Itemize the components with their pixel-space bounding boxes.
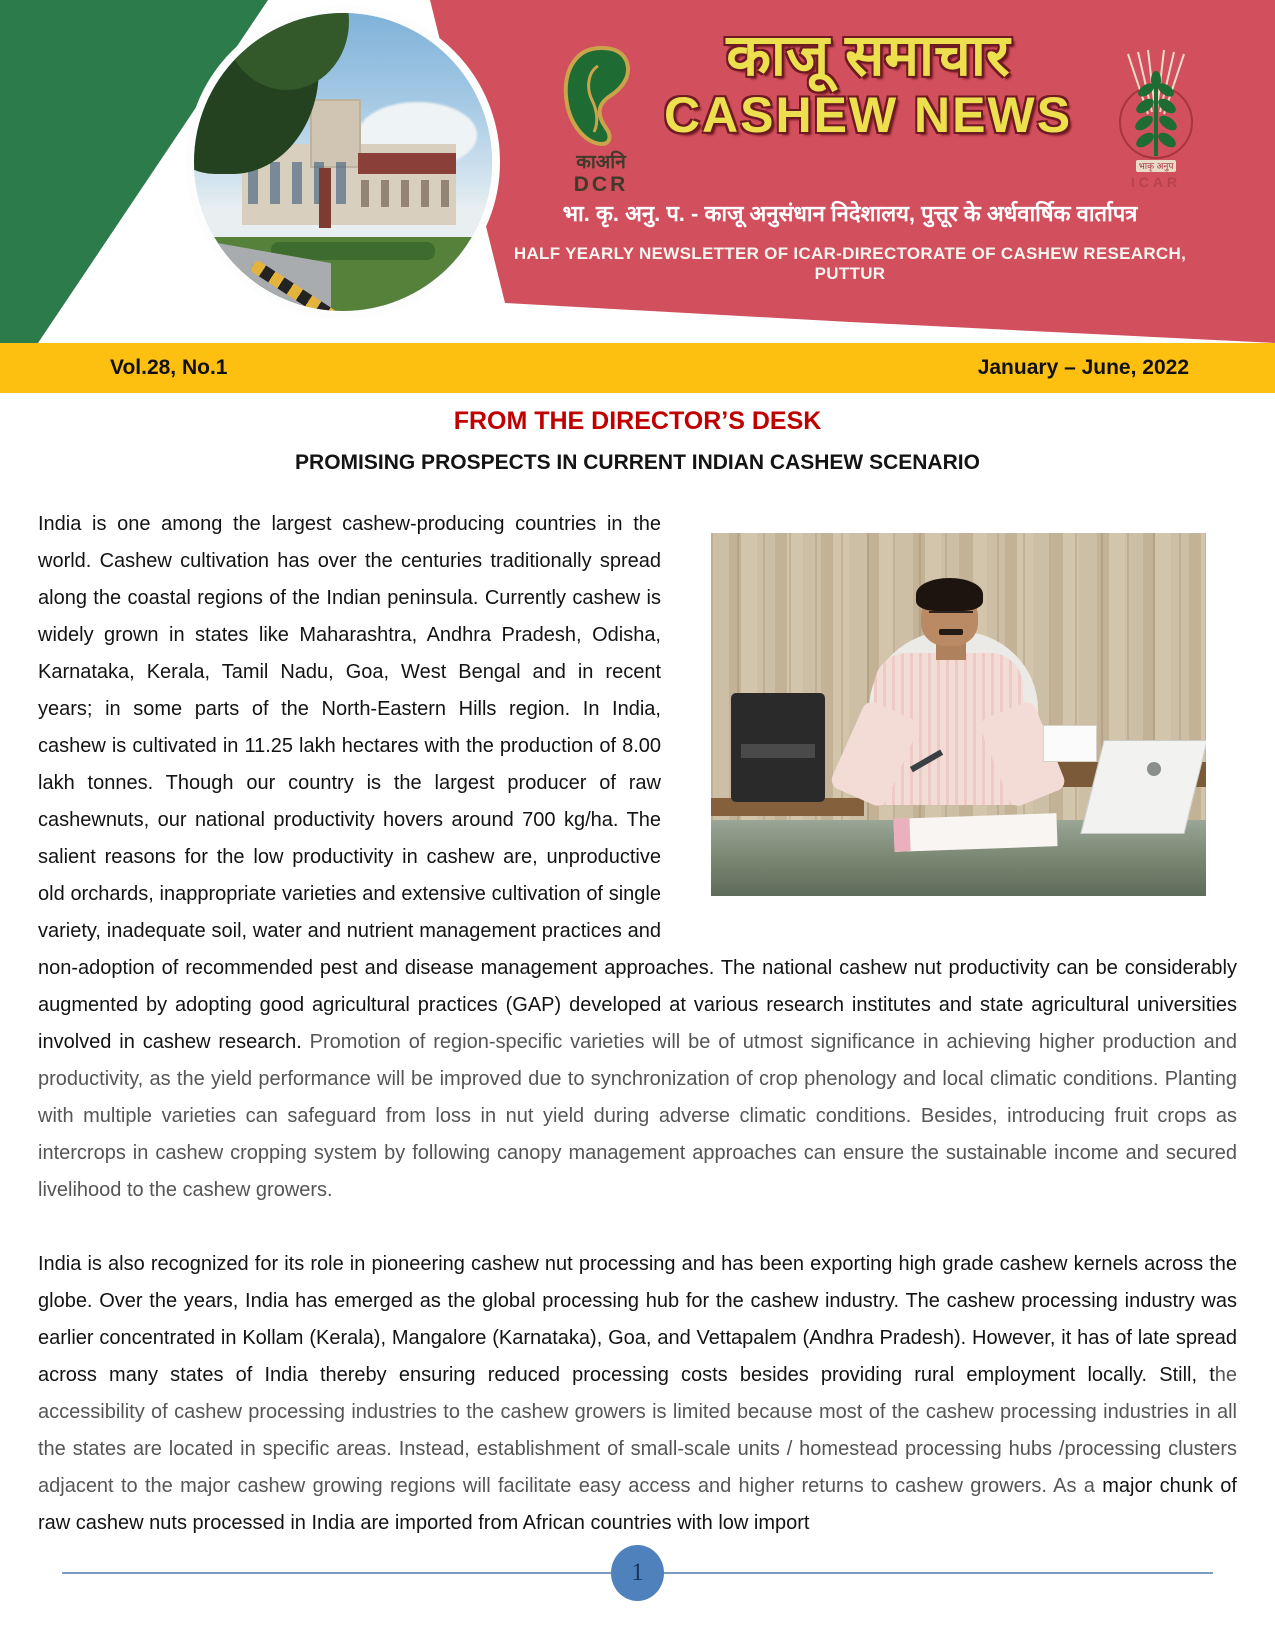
campus-photo — [186, 5, 500, 319]
masthead-subtitle-hindi: भा. कृ. अनु. प. - काजू अनुसंधान निदेशालय, पुत्तूर के अर्धवार्षिक वार्तापत्र — [562, 201, 1138, 226]
campus-building-windows — [361, 180, 450, 207]
page-footer — [0, 1543, 1275, 1613]
article-body — [0, 475, 1275, 1542]
paragraph-2-text-end: major chunk of raw cashew nuts processed in India are imported from African countries with low import — [38, 1475, 1237, 1534]
issue-bar — [0, 343, 1275, 393]
section-title: FROM THE DIRECTOR’S DESK — [453, 407, 822, 435]
dcr-logo — [548, 44, 654, 196]
newsletter-title-hindi: काजू समाचार — [726, 23, 1010, 88]
director-glasses — [929, 611, 974, 620]
hp-laptop — [1080, 740, 1206, 834]
icar-caption-english: ICAR — [1130, 174, 1182, 190]
masthead-titles — [648, 23, 1088, 144]
masthead — [0, 0, 1275, 343]
director-moustache — [939, 629, 964, 635]
printer-tray — [741, 744, 815, 759]
page-number-badge: 1 — [611, 1545, 664, 1601]
paragraph-2 — [38, 1246, 1237, 1542]
issue-volume: Vol.28, No.1 — [110, 356, 228, 379]
director-hair — [916, 578, 983, 611]
paragraph-1-text-light: Promotion of region-specific varieties will be of utmost significance in achieving higher production and productivity, as the yield performance will be improved due to synchronization of crop phenology and local climatic conditions. Planting with multiple varieties can safeguard from loss in nut yield during adverse climatic conditions. Besides, introducing fruit crops as intercrops in cashew cropping system by following canopy management approaches can ensure the sustainable income and secured livelihood to the cashew growers. — [38, 1031, 1238, 1201]
document-on-desk — [894, 813, 1058, 851]
desk-calendar-card — [1043, 725, 1097, 761]
paragraph-2-text: India is also recognized for its role in pioneering cashew nut processing and has been exporting high grade cashew kernels across the globe. Over the years, India has emerged as the global processing hub for the cashew industry. The cashew processing industry was earlier concentrated in Kollam (Kerala), Mangalore (Karnataka), Goa, and Vettapalem (Andhra Pradesh). However, it has of late spread across many states of India thereby ensuring reduced processing costs besides providing rural employment locally. Still, t — [38, 1253, 1237, 1386]
icar-wheat-emblem-icon — [1108, 44, 1204, 192]
masthead-subtitle-english: HALF YEARLY NEWSLETTER OF ICAR-DIRECTORATE OF CASHEW RESEARCH, PUTTUR — [513, 244, 1187, 283]
article-headline: PROMISING PROSPECTS IN CURRENT INDIAN CASHEW SCENARIO — [295, 451, 980, 474]
newsletter-title-english: CASHEW NEWS — [663, 86, 1073, 143]
article-main — [0, 407, 1275, 1542]
campus-building-windows — [248, 162, 349, 204]
dcr-caption-hindi: काअनि — [576, 152, 626, 173]
paragraph-1-text: India is one among the largest cashew-producing countries in the world. Cashew cultivation has over the centuries traditionally spread along the coastal regions of the Indian peninsula. Currently cashew is widely grown in states like Maharashtra, Andhra Pradesh, Odisha, Karnataka, Kerala, Tamil Nadu, Goa, West Bengal and in recent years; in some parts of the North-Eastern Hills region. In India, cashew is cultivated in 11.25 lakh hectares with the production of 8.00 lakh tonnes. Though our country is the largest producer of raw cashewnuts, our national productivity hovers around 700 kg/ha. The salient reasons for the low productivity in cashew are, unproductive old orchards, inappropriate varieties and extensive cultivation of single variety, inadequate soil, water and nutrient management practices and non-adoption of recommended pest and disease management approaches. The national cashew nut productivity can be considerably augmented by adopting good agricultural practices (GAP) developed at various research institutes and state agricultural universities involved in cashew research. — [38, 513, 1237, 1053]
icar-caption-hindi: भाकृ अनुप — [1138, 161, 1174, 171]
campus-building-porch — [319, 168, 331, 228]
campus-building-red-band — [358, 153, 456, 174]
paragraph-2-text-light: he accessibility of cashew processing industries to the cashew growers is limited because most of the cashew processing industries in all the states are located in specific areas. Instead, establishment of small-scale units / homestead processing hubs /processing clusters adjacent to the major cashew growing regions will facilitate easy access and higher returns to cashew growers. As a — [38, 1364, 1237, 1497]
issue-period: January – June, 2022 — [977, 356, 1189, 379]
campus-building-tower — [310, 99, 361, 168]
icar-logo — [1108, 44, 1204, 197]
cashew-emblem-icon — [558, 44, 644, 148]
dcr-caption-english: DCR — [573, 172, 629, 196]
director-photo — [711, 533, 1206, 896]
